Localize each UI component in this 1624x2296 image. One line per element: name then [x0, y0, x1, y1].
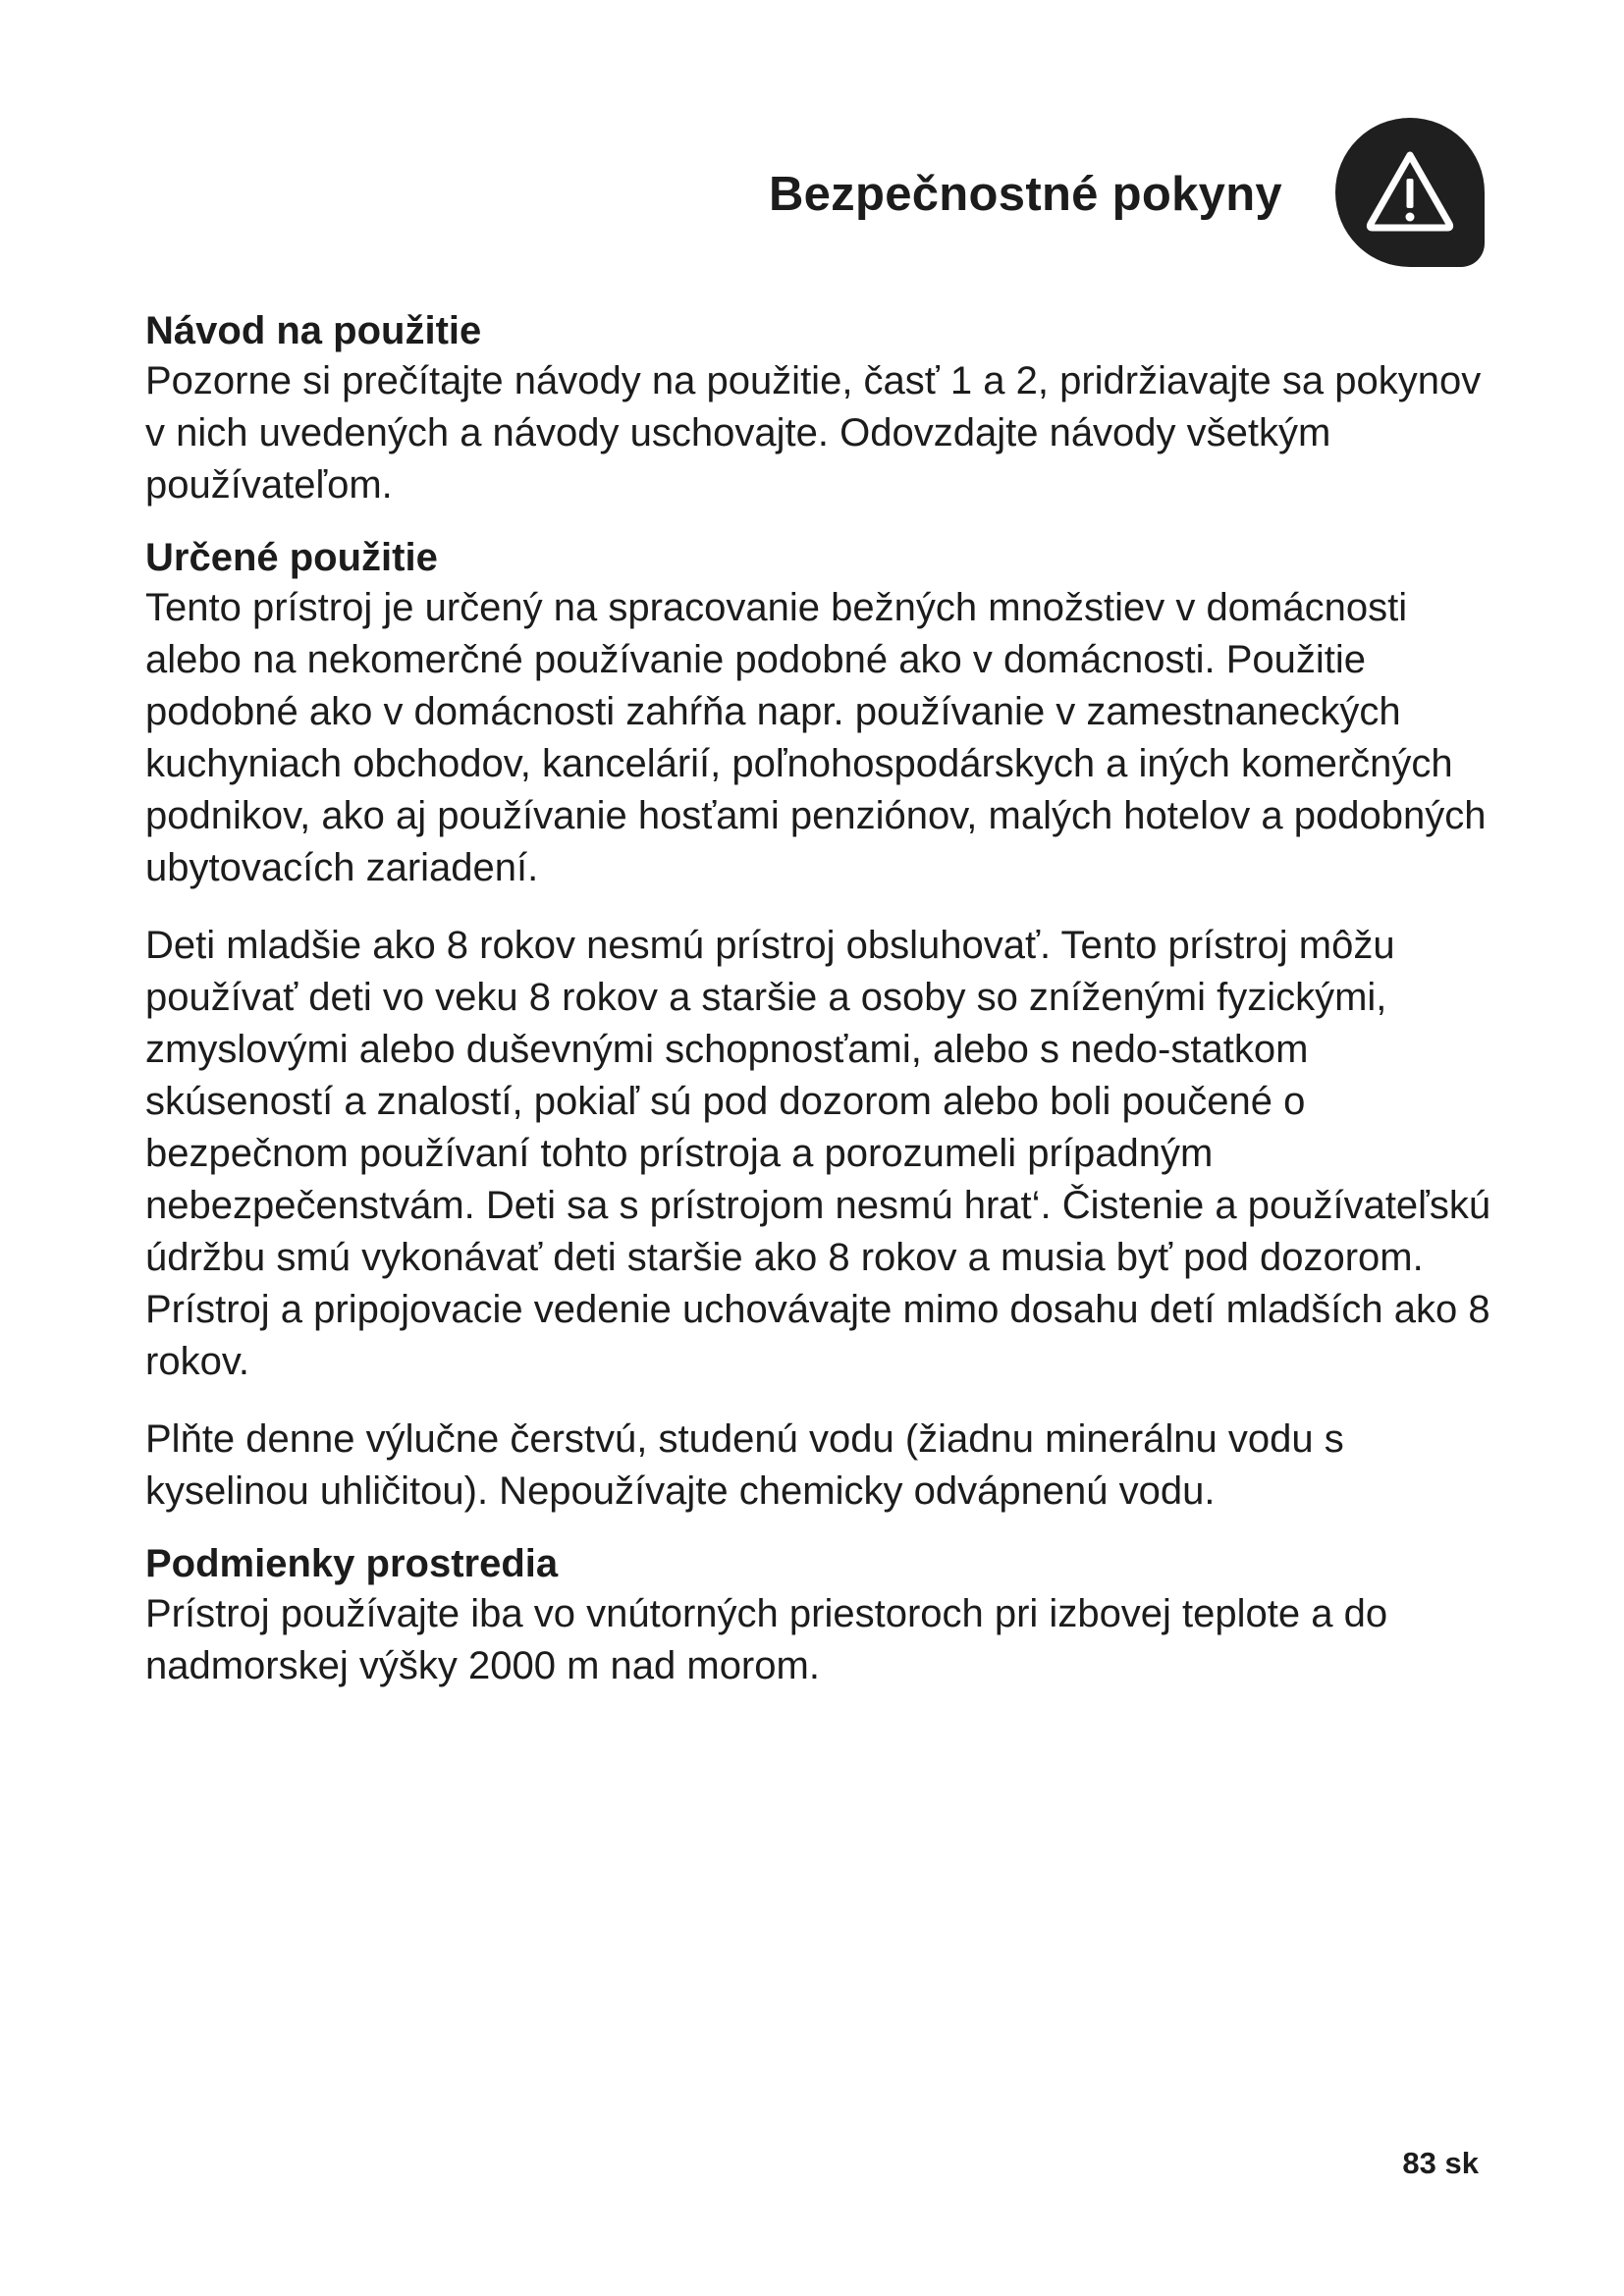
page-number: 83 sk [1402, 2146, 1479, 2180]
section-podmienky-prostredia [145, 1539, 1500, 1692]
paragraph: Prístroj používajte iba vo vnútorných priestoroch pri izbovej teplote a do nadmorskej výšky 2000 m nad morom. [145, 1592, 1388, 1687]
section-heading: Návod na použitie [145, 309, 482, 352]
paragraph: Deti mladšie ako 8 rokov nesmú prístroj obsluhovať. Tento prístroj môžu používať deti vo veku 8 rokov a staršie a osoby so zníženými fyzickými, zmyslovými alebo duševnými schopnosťami, alebo s nedo-statkom skúseností a znalostí, pokiaľ sú pod dozorom alebo boli poučené o bezpečnom používaní tohto prístroja a porozumeli prípadným nebezpečenstvám. Deti sa s prístrojom nesmú hrat‘. Čistenie a používateľskú údržbu smú vykonávať deti staršie ako 8 rokov a musia byť pod dozorom. Prístroj a pripojovacie vedenie uchovávajte mimo dosahu detí mladších ako 8 rokov. [145, 924, 1491, 1383]
warning-triangle-icon [1361, 143, 1459, 241]
paragraph: Tento prístroj je určený na spracovanie bežných množstiev v domácnosti alebo na nekomerčné používanie podobné ako v domácnosti. Použitie podobné ako v domácnosti zahŕňa napr. používanie v zamestnaneckých kuchyniach obchodov, kancelárií, poľnohospodárskych a iných komerčných podnikov, ako aj používanie hosťami penziónov, malých hotelov a podobných ubytovacích zariadení. [145, 586, 1487, 889]
paragraph: Pozorne si prečítajte návody na použitie, časť 1 a 2, pridržiavajte sa pokynov v nich uvedených a návody uschovajte. Odovzdajte návody všetkým používateľom. [145, 359, 1482, 507]
section-urcene-pouzitie [145, 533, 1500, 1518]
warning-badge [1335, 118, 1485, 267]
document-body [145, 306, 1500, 1714]
section-heading: Podmienky prostredia [145, 1542, 559, 1585]
section-heading: Určené použitie [145, 536, 438, 579]
section-navod-na-pouzitie [145, 306, 1500, 511]
paragraph: Plňte denne výlučne čerstvú, studenú vodu (žiadnu minerálnu vodu s kyselinou uhličitou). Nepoužívajte chemicky odvápnenú vodu. [145, 1417, 1344, 1513]
page-title: Bezpečnostné pokyny [768, 168, 1282, 221]
page-header [0, 118, 1624, 275]
